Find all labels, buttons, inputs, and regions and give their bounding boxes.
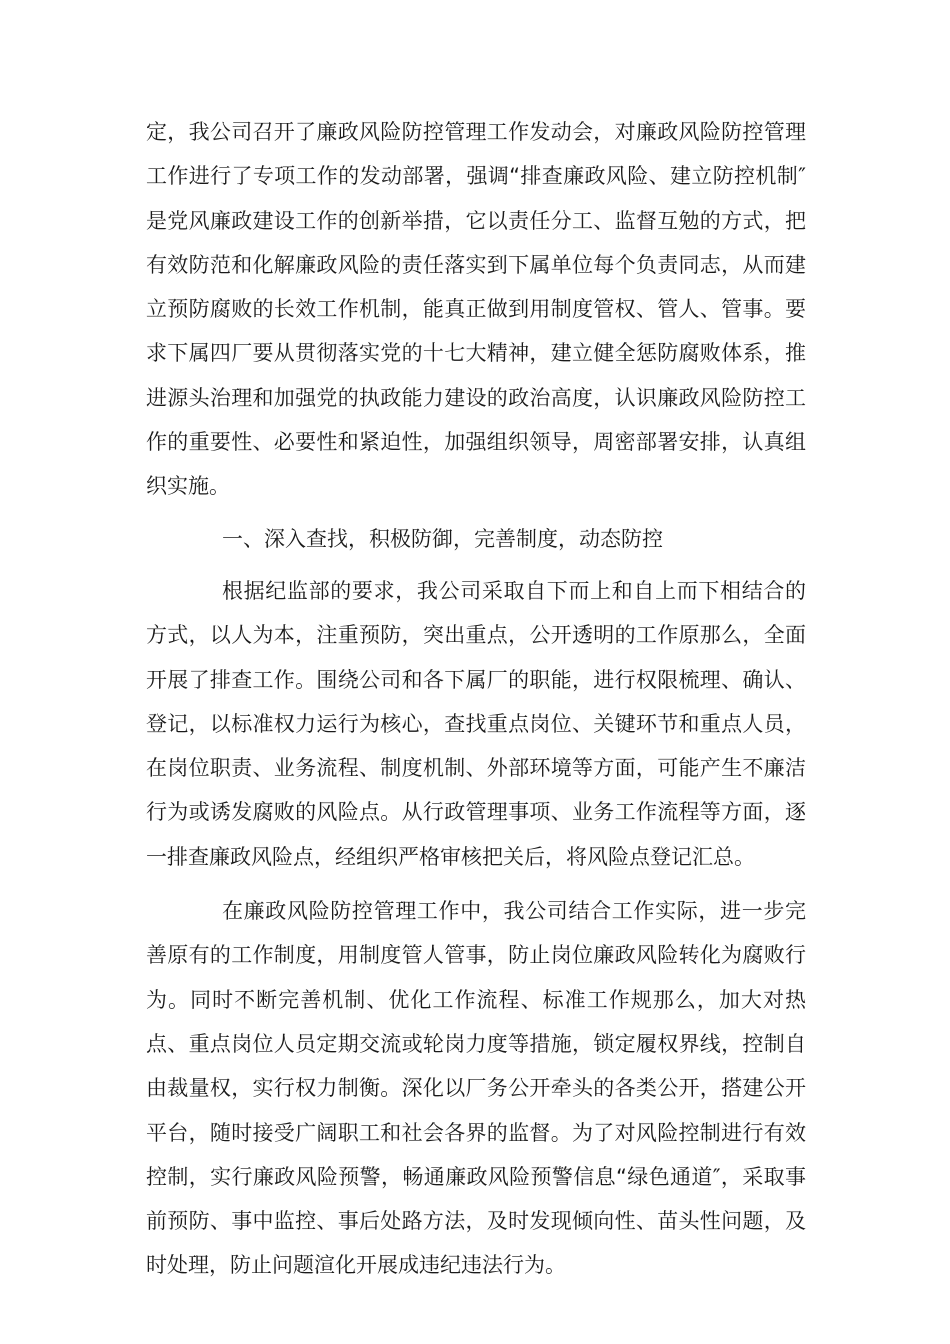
section-heading-1: 一、深入查找，积极防御，完善制度，动态防控 [222,526,663,551]
document-body [146,110,806,1288]
paragraph-2: 根据纪监部的要求，我公司采取自下而上和自上而下相结合的方式，以人为本，注重预防，突出重点，公开透明的工作原那么，全面开展了排查工作。围绕公司和各下属厂的职能，进行权限梳理、确认、登记，以标准权力运行为核心，查找重点岗位、关键环节和重点人员，在岗位职责、业务流程、制度机制、外部环境等方面，可能产生不廉洁行为或诱发腐败的风险点。从行政管理事项、业务工作流程等方面，逐一排查廉政风险点，经组织严格审核把关后，将风险点登记汇总。 [146,578,806,869]
paragraph-gap [146,561,806,569]
paragraph-gap [146,879,806,889]
paragraph-3: 在廉政风险防控管理工作中，我公司结合工作实际，进一步完善原有的工作制度，用制度管人管事，防止岗位廉政风险转化为腐败行为。同时不断完善机制、优化工作流程、标准工作规那么，加大对热点、重点岗位人员定期交流或轮岗力度等措施，锁定履权界线，控制自由裁量权，实行权力制衡。深化以厂务公开牵头的各类公开，搭建公开平台，随时接受广阔职工和社会各界的监督。为了对风险控制进行有效控制，实行廉政风险预警，畅通廉政风险预警信息“绿色通道″，采取事前预防、事中监控、事后处路方法，及时发现倾向性、苗头性问题，及时处理，防止问题渲化开展成违纪违法行为。 [146,899,806,1278]
paragraph-1: 定，我公司召开了廉政风险防控管理工作发动会，对廉政风险防控管理工作进行了专项工作的发动部署，强调“排查廉政风险、建立防控机制″是党风廉政建设工作的创新举措，它以责任分工、监督互勉的方式，把有效防范和化解廉政风险的责任落实到下属单位每个负责同志，从而建立预防腐败的长效工作机制，能真正做到用制度管权、管人、管事。要求下属四厂要从贯彻落实党的十七大精神，建立健全惩防腐败体系，推进源头治理和加强党的执政能力建设的政治高度，认识廉政风险防控工作的重要性、必要性和紧迫性，加强组织领导，周密部署安排，认真组织实施。 [146,120,806,499]
paragraph-gap [146,509,806,517]
